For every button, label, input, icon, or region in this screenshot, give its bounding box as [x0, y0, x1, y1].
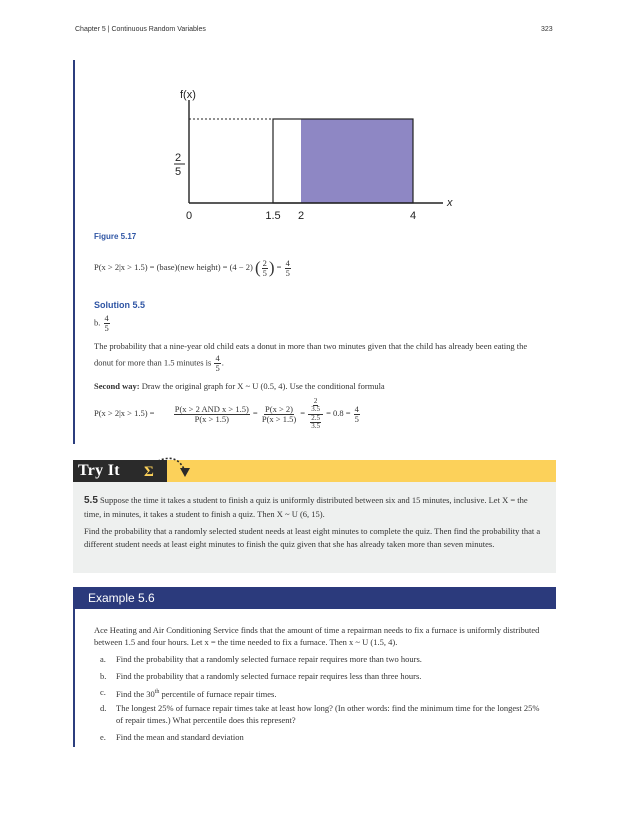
solution-side-rule: [73, 60, 75, 444]
item-text-part: Find the 30: [116, 688, 155, 699]
denominator: 5: [354, 413, 359, 424]
height-denominator: 5: [175, 166, 182, 178]
second-way-paragraph: [94, 379, 544, 394]
running-header-chapter: Chapter 5 | Continuous Random Variables: [75, 26, 206, 33]
item-letter: e.: [100, 732, 106, 742]
x-tick-label: 4: [409, 210, 417, 222]
numerator: 4: [215, 353, 220, 363]
equals-sign: =: [300, 408, 306, 419]
y-axis-label: f(x): [180, 89, 196, 101]
open-paren: (: [254, 258, 261, 277]
compound-numerator: [308, 398, 323, 415]
numerator: 4: [354, 403, 359, 414]
problem-number: 5.5: [84, 495, 98, 506]
numerator: 2.5: [311, 413, 320, 422]
denominator: P(x > 1.5): [261, 413, 297, 424]
close-paren: ): [268, 258, 275, 277]
denominator: 5: [215, 362, 220, 373]
fraction-four-fifths: [285, 259, 291, 278]
x-tick-label: 1.5: [265, 210, 281, 222]
numerator: 4: [285, 257, 290, 268]
problem-text: Suppose the time it takes a student to finish a quiz is uniformly distributed between six and 15 minutes, inclusive. Let X = the time, in minutes, it takes a student to finish a quiz. Then X ~ U (6, 15).: [84, 495, 528, 519]
second-way-label: Second way:: [94, 381, 140, 391]
item-letter: a.: [100, 654, 106, 664]
equals-result: = 0.8 =: [326, 408, 351, 419]
x-axis-label: x: [447, 197, 453, 209]
fraction-two-fifths: [262, 259, 268, 278]
item-text-part: percentile of furnace repair times.: [159, 688, 277, 699]
equals-sign: =: [252, 408, 258, 419]
numerator: 4: [104, 313, 109, 323]
paragraph-text: The probability that a nine-year old child eats a donut in more than two minutes given that the child has already been eating the donut for more than 1.5 minutes is: [94, 341, 528, 368]
item-text: Find the probability that a randomly selected furnace repair requires less than three hours.: [116, 671, 422, 681]
numerator: 2: [262, 257, 267, 268]
height-numerator: 2: [175, 152, 182, 164]
solution-paragraph: [94, 339, 544, 373]
compound-fraction: [308, 398, 323, 430]
equation-lhs: P(x > 2|x > 1.5) = (base)(new height) = (4 − 2): [94, 261, 253, 272]
try-it-label: Try It: [78, 462, 120, 479]
fraction-four-fifths: [214, 354, 220, 373]
denominator: 5: [285, 267, 290, 278]
ordinal-suffix: th: [154, 689, 160, 695]
paragraph-text: Draw the original graph for X ~ U (0.5, 4). Use the conditional formula: [139, 381, 385, 391]
example-side-rule: [73, 609, 75, 747]
item-text: Find the mean and standard deviation: [116, 732, 244, 742]
try-it-question: Find the probability that a randomly selected student needs at least eight minutes to complete the quiz. Then find the probability that a different student needs at least eight minutes to finish the quiz given that she has already taken more than seven minutes.: [84, 526, 541, 549]
conditional-probability-equation: [94, 258, 292, 278]
item-letter: d.: [100, 703, 107, 713]
svg-text:Σ: Σ: [144, 464, 154, 480]
shaded-probability-region: [301, 119, 413, 203]
uniform-density-graph: [165, 80, 465, 225]
numerator: P(x > 2): [265, 403, 293, 414]
equation-lhs: P(x > 2|x > 1.5) =: [94, 408, 155, 419]
fraction-p2-over-p15: [261, 405, 297, 424]
denominator: 5: [104, 322, 109, 333]
item-letter: b.: [100, 671, 107, 681]
example-intro: Ace Heating and Air Conditioning Service finds that the amount of time a repairman needs to fix a furnace is uniformly distributed between 1.5 and four hours. Let x = the time needed to fix a furnace. Then x ~ U (1.5, 4).: [94, 625, 540, 647]
page-number: 323: [541, 26, 553, 33]
period: .: [221, 357, 224, 368]
item-text: Find the probability that a randomly selected furnace repair requires more than two hours.: [116, 654, 422, 664]
item-text: [116, 686, 540, 700]
item-text: The longest 25% of furnace repair times take at least how long? (In other words: find the minimum time for the longest 25% of repair times.) What percentile does this represent?: [116, 703, 540, 725]
x-tick-label: 2: [297, 210, 305, 222]
conditional-formula-equation: [94, 398, 361, 430]
denominator: 5: [262, 267, 267, 278]
list-item: [100, 702, 540, 730]
denominator: P(x > 1.5): [194, 413, 229, 424]
try-it-problem-statement: [84, 494, 546, 520]
numerator: 2: [313, 397, 318, 405]
solution-part-b: [94, 314, 111, 333]
fraction-four-fifths: [104, 314, 110, 333]
fraction-four-fifths: [354, 405, 360, 424]
denominator: 3.5: [311, 422, 320, 431]
fraction-joint-over-given: [174, 405, 250, 424]
item-letter: c.: [100, 687, 106, 697]
compound-denominator: [308, 415, 323, 431]
numerator: P(x > 2 AND x > 1.5): [174, 403, 249, 414]
figure-caption: Figure 5.17: [94, 232, 137, 241]
equals-sign: =: [276, 261, 282, 272]
solution-title: Solution 5.5: [94, 300, 146, 310]
x-tick-label: 0: [185, 210, 193, 222]
part-label: b.: [94, 317, 101, 328]
denominator: 3.5: [311, 405, 320, 414]
example-title: Example 5.6: [88, 591, 155, 605]
sigma-icon: [140, 455, 196, 485]
